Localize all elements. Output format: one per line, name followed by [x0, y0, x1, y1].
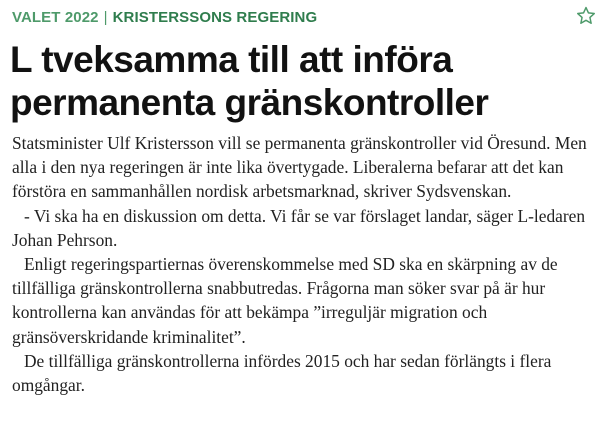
- article-label-bar: [12, 6, 317, 28]
- article-paragraph-lead: Statsminister Ulf Kristersson vill se permanenta gränskontroller vid Öresund. Men alla i den nya regeringen är inte lika övertygade. Liberalerna befarar att det kan förstöra en sammanhållen nordisk arbetsmarknad, skriver Sydsvenskan.: [12, 133, 587, 202]
- article-paragraph: De tillfälliga gränskontrollerna infördes 2015 och har sedan förlängts i flera omgångar.: [12, 350, 552, 396]
- star-outline-icon: [575, 5, 597, 27]
- article-headline: L tveksamma till att införa permanenta gränskontroller: [10, 39, 489, 123]
- article-paragraph-quote: - Vi ska ha en diskussion om detta. Vi får se var förslaget landar, säger L-ledaren Johan Pehrson.: [12, 205, 586, 250]
- article-paragraph: Enligt regeringspartiernas överenskommelse med SD ska en skärpning av de tillfälliga gränskontrollerna snabbutredas. Frågorna man söker svar på är hur kontrollerna kan användas för att bekämpa ”irreguljär migration och gränsöverskridande kriminalitet”.: [12, 254, 558, 347]
- label-separator: |: [103, 8, 108, 26]
- star-icon[interactable]: [575, 5, 597, 27]
- category-label[interactable]: VALET 2022: [12, 8, 99, 26]
- series-label[interactable]: KRISTERSSONS REGERING: [112, 8, 318, 26]
- article-body: [12, 131, 596, 397]
